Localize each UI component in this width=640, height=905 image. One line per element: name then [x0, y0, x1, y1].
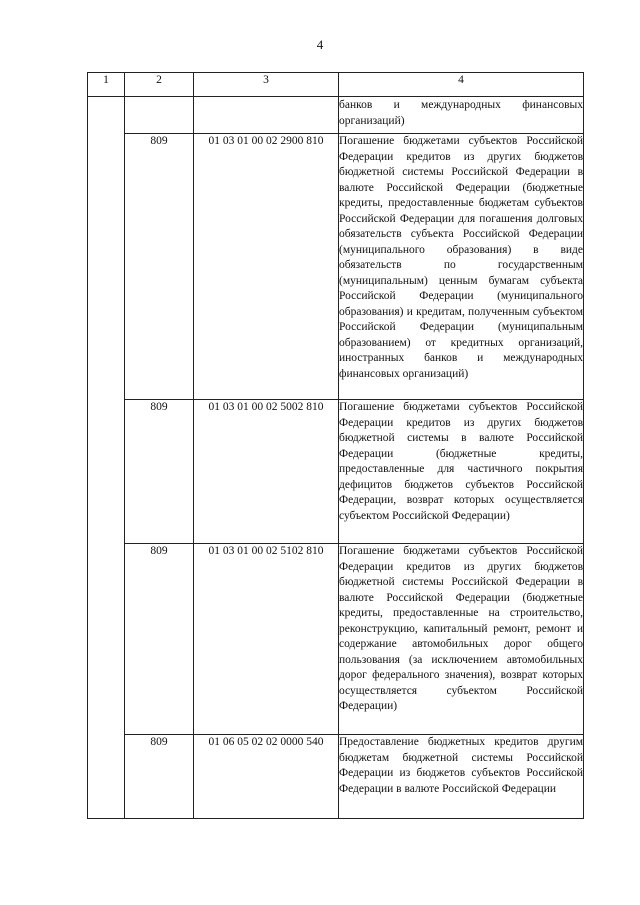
admin-code-cell: 809 [125, 400, 194, 544]
description-cell: Погашение бюджетами субъектов Российской Федерации кредитов из других бюджетов бюджетной системы Российской Федерации в валюте Российской Федерации (бюджетные кредиты, предоставленные бюджетам субъектов Российской Федерации для погашения долговых обязательств субъекта Российской Федерации (муниципального образования) в виде обязательств по государственным (муниципальным) ценным бумагам субъекта Российской Федерации (муниципального образования) и кредитам, полученным субъектом Российской Федерации (муниципальным образованием) от кредитных организаций, иностранных банков и международных финансовых организаций) [339, 134, 584, 400]
column-header-3: 3 [194, 73, 339, 97]
column-header-4: 4 [339, 73, 584, 97]
description-cell: Предоставление бюджетных кредитов другим бюджетам бюджетной системы Российской Федерации из бюджетов субъектов Российской Федерации в валюте Российской Федерации [339, 735, 584, 819]
table-header-row [88, 73, 584, 97]
budget-code-cell: 01 03 01 00 02 5102 810 [194, 544, 339, 735]
budget-codes-table [87, 72, 584, 819]
table-row-continuation [88, 97, 584, 134]
admin-cell [125, 97, 194, 134]
budget-code-cell: 01 03 01 00 02 2900 810 [194, 134, 339, 400]
column-header-1: 1 [88, 73, 125, 97]
column-1-cell [88, 97, 125, 819]
description-cell: Погашение бюджетами субъектов Российской Федерации кредитов из других бюджетов бюджетной системы Российской Федерации в валюте Российской Федерации (бюджетные кредиты, предоставленные на строительство, реконструкцию, капитальный ремонт, ремонт и содержание автомобильных дорог общего пользования (за исключением автомобильных дорог федерального значения), возврат которых осуществляется субъектом Российской Федерации) [339, 544, 584, 735]
code-cell [194, 97, 339, 134]
table-row [88, 400, 584, 544]
table-row [88, 544, 584, 735]
page-number: 4 [316, 37, 324, 52]
admin-code-cell: 809 [125, 735, 194, 819]
description-cell: Погашение бюджетами субъектов Российской Федерации кредитов из других бюджетов бюджетной системы в валюте Российской Федерации (бюджетные кредиты, предоставленные для частичного покрытия дефицитов бюджетов субъектов Российской Федерации, возврат которых осуществляется субъектом Российской Федерации) [339, 400, 584, 544]
budget-code-cell: 01 03 01 00 02 5002 810 [194, 400, 339, 544]
admin-code-cell: 809 [125, 134, 194, 400]
column-header-2: 2 [125, 73, 194, 97]
admin-code-cell: 809 [125, 544, 194, 735]
description-cell: банков и международных финансовых организаций) [339, 97, 584, 134]
budget-code-cell: 01 06 05 02 02 0000 540 [194, 735, 339, 819]
table-row [88, 134, 584, 400]
table-row [88, 735, 584, 819]
